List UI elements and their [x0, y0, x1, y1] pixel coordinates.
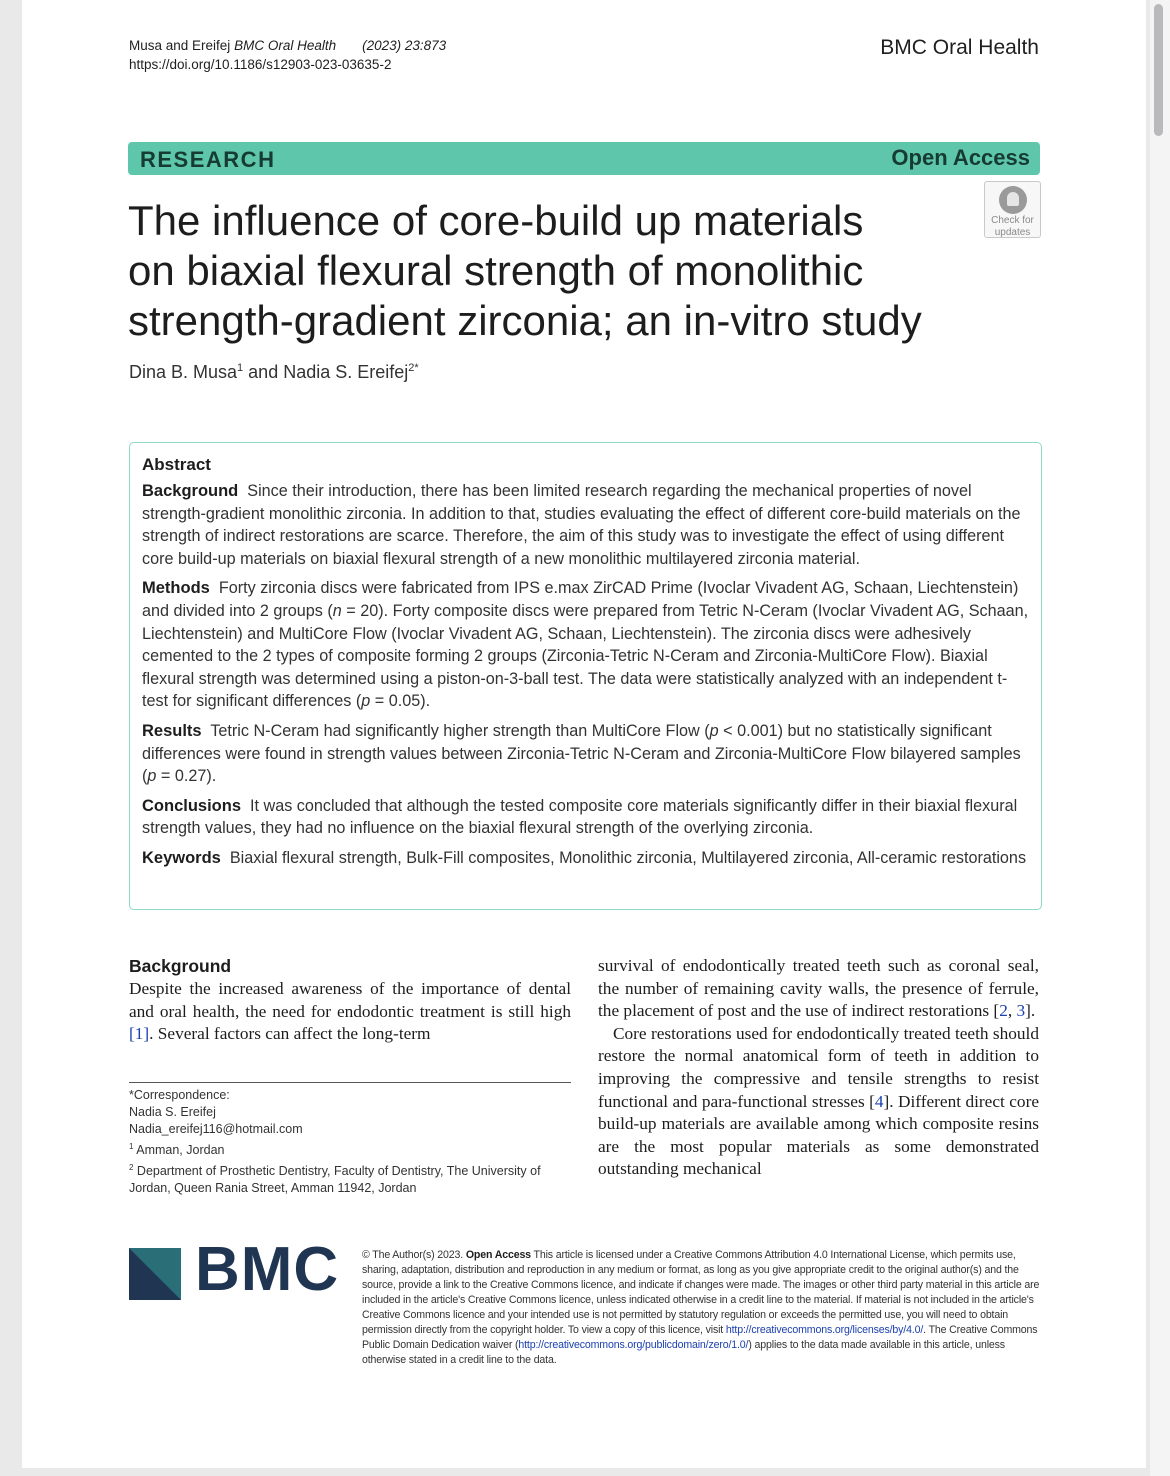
methods-p-symbol: p [361, 692, 371, 711]
check-updates-icon [999, 186, 1027, 214]
results-label: Results [142, 721, 202, 740]
title-line-2: on biaxial flexural strength of monolithic [128, 247, 864, 294]
col2-ref-sep: , [1007, 1001, 1017, 1021]
col2-paragraph-1 [598, 955, 1039, 1023]
footnote-divider [129, 1082, 571, 1083]
col2-p2-text: Core restorations used for endodontically treated teeth should restore the normal anatomical form of teeth in addition to improving the compressive and tensile strengths to resist functional and para-functional stresses [ [598, 1023, 1039, 1111]
keywords-label: Keywords [142, 848, 221, 867]
body-column-left [129, 955, 571, 1046]
affiliation-2 [129, 1159, 574, 1197]
bmc-logo-text: BMC [195, 1235, 340, 1304]
header-year-volume: (2023) 23:873 [362, 38, 447, 53]
affiliation-1-text: Amman, Jordan [133, 1143, 225, 1158]
license-copyright: © The Author(s) 2023. [362, 1249, 466, 1261]
open-access-label: Open Access [891, 145, 1030, 170]
license-link-cc-by[interactable]: http://creativecommons.org/licenses/by/4.0/ [725, 1324, 924, 1336]
conclusions-label: Conclusions [142, 796, 242, 815]
body-column-right [598, 955, 1039, 1181]
affiliation-1 [129, 1138, 574, 1159]
license-open-access: Open Access [465, 1249, 531, 1261]
results-text-3: = 0.27). [156, 767, 217, 786]
journal-name: BMC Oral Health [880, 36, 1039, 59]
author-conjunction: and [243, 362, 284, 382]
abstract-conclusions [142, 795, 1029, 840]
article-type-banner [128, 142, 1040, 175]
methods-text-2: = 20). Forty composite discs were prepared from Tetric N-Ceram (Ivoclar Vivadent AG, Schaan, Liechtenstein) and MultiCore Flow (Ivoclar Vivadent AG, Schaan, Liechtenstein). The zirconia discs were adhesively cemented to the 2 types of composite forming 2 groups (Zirconia-Tetric N-Ceram and Zirconia-MultiCore Flow). Biaxial flexural strength was determined using a piston-on-3-ball test. The data were statistically analyzed with an independent t-test for significant differences ( [142, 601, 1029, 711]
author-1: Dina B. Musa [129, 362, 238, 382]
affiliation-2-sup: 2 [129, 1163, 134, 1173]
correspondence-name: Nadia S. Ereifej [129, 1105, 216, 1119]
license-text-3: ) applies to the data made available in this article, unless otherwise stated in a credit line to the data. [362, 1339, 1005, 1366]
header-authors: Musa and Ereifej [129, 38, 231, 53]
background-label: Background [142, 482, 239, 500]
author-2: Nadia S. Ereifej [283, 362, 409, 382]
footnotes [129, 1087, 574, 1197]
methods-text-1: Forty zirconia discs were fabricated from IPS e.max ZirCAD Prime (Ivoclar Vivadent AG, Schaan, Liechtenstein) and divided into 2 groups ( [142, 579, 1019, 620]
col2-p1-end: ]. [1025, 1001, 1036, 1021]
background-paragraph [129, 978, 571, 1046]
scrollbar-thumb[interactable] [1154, 4, 1163, 136]
col2-p1-text: survival of endodontically treated teeth such as coronal seal, the number of remaining cavity walls, the presence of ferrule, the placement of post and the use of indirect restorations [ [598, 956, 1039, 1021]
col1-text-2: . Several factors can affect the long-term [149, 1024, 431, 1044]
abstract-keywords [142, 847, 1029, 870]
scrollbar-track[interactable] [1150, 0, 1170, 1476]
title-line-1: The influence of core-build up materials [128, 197, 864, 244]
bmc-logo-icon [129, 1248, 181, 1300]
abstract-heading: Abstract [142, 455, 211, 474]
correspondence-label: *Correspondence: [129, 1088, 230, 1102]
keywords-text: Biaxial flexural strength, Bulk-Fill composites, Monolithic zirconia, Multilayered zirconia, All-ceramic restorations [229, 848, 1027, 867]
results-text-2: < 0.001) but no statistically significant differences were found in strength values between Zirconia-Tetric N-Ceram and Zirconia-MultiCore Flow bilayered samples ( [142, 721, 1021, 786]
methods-text-3: = 0.05). [370, 692, 431, 711]
abstract-results [142, 720, 1029, 788]
reference-link-1[interactable]: [1] [129, 1024, 150, 1044]
license-link-cc-zero[interactable]: http://creativecommons.org/publicdomain/zero/1.0/ [518, 1339, 749, 1351]
results-p-symbol-1: p [709, 721, 719, 740]
check-updates-line2: updates [994, 227, 1031, 238]
license-text-2: . The Creative Commons Public Domain Dedication waiver ( [362, 1324, 1038, 1351]
license-text-1: This article is licensed under a Creative Commons Attribution 4.0 International License, which permits use, sharing, adaptation, distribution and reproduction in any medium or format, as long as you give appropriate credit to the original author(s) and the source, provide a link to the Creative Commons licence, and indicate if changes were made. The images or other third party material in this article are included in the article's Creative Commons licence, unless indicated otherwise in a credit line to the material. If material is not included in the article's Creative Commons licence and your intended use is not permitted by statutory regulation or exceeds the permitted use, you will need to obtain permission directly from the copyright holder. To view a copy of this licence, visit [362, 1249, 1040, 1336]
correspondence-email[interactable]: Nadia_ereifej116@hotmail.com [129, 1122, 303, 1136]
col2-p2-end: ]. Different direct core build-up materials are available among which composite resins are the most popular materials as some demonstrated outstanding mechanical [598, 1091, 1039, 1179]
citation-header [129, 36, 446, 74]
methods-n-symbol: n [332, 601, 342, 620]
abstract-background [142, 480, 1029, 570]
col2-paragraph-2 [598, 1023, 1039, 1181]
abstract-methods [142, 577, 1029, 713]
reference-link-3[interactable]: 3 [1016, 1001, 1026, 1021]
check-updates-line1: Check for [991, 215, 1034, 226]
reference-link-2[interactable]: 2 [999, 1001, 1008, 1021]
author-list [129, 362, 419, 383]
abstract-box [129, 442, 1042, 910]
results-text-1: Tetric N-Ceram had significantly higher strength than MultiCore Flow ( [210, 721, 710, 740]
pdf-page [22, 0, 1146, 1468]
license-statement [362, 1248, 1042, 1368]
col1-text: Despite the increased awareness of the importance of dental and oral health, the need for endodontic treatment is still high [129, 979, 571, 1021]
results-p-symbol-2: p [147, 767, 157, 786]
affiliation-1-sup: 1 [129, 1142, 134, 1151]
check-for-updates-badge[interactable] [984, 181, 1041, 238]
author-2-affiliation: 2* [408, 362, 419, 374]
article-type-label: RESEARCH [140, 147, 276, 172]
methods-label: Methods [142, 579, 210, 598]
doi-link[interactable]: https://doi.org/10.1186/s12903-023-03635-2 [129, 57, 392, 72]
author-1-affiliation: 1 [237, 362, 244, 374]
header-journal: BMC Oral Health [234, 38, 337, 53]
conclusions-text: It was concluded that although the tested composite core materials significantly differ in their biaxial flexural strength values, they had no influence on the biaxial flexural strength of the overlying zirconia. [142, 796, 1018, 838]
title-line-3: strength-gradient zirconia; an in-vitro study [128, 297, 922, 344]
section-heading-background: Background [129, 956, 232, 976]
reference-link-4[interactable]: 4 [874, 1091, 884, 1111]
background-text: Since their introduction, there has been limited research regarding the mechanical properties of novel strength-gradient monolithic zirconia. In addition to that, studies evaluating the effect of different core-build materials on the strength of indirect restorations are scarce. Therefore, the aim of this study was to investigate the effect of using different core build-up materials on biaxial flexural strength of a new monolithic multilayered zirconia material. [142, 482, 1021, 568]
article-title [128, 196, 988, 346]
affiliation-2-text: Department of Prosthetic Dentistry, Faculty of Dentistry, The University of Jordan, Queen Rania Street, Amman 11942, Jordan [129, 1164, 541, 1196]
